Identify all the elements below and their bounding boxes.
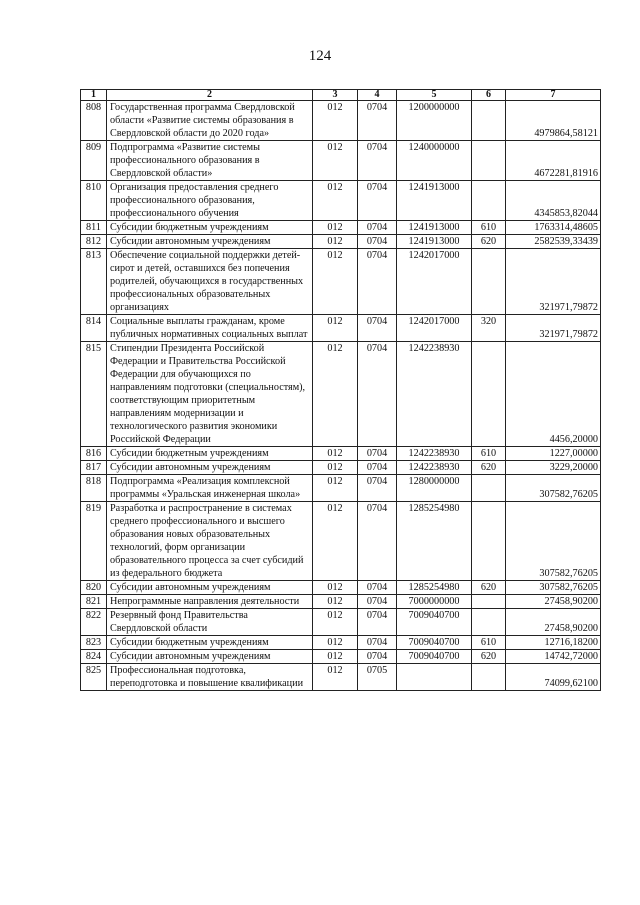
row-target-code: 1242017000: [397, 315, 472, 342]
row-section-code: 0704: [358, 595, 397, 609]
row-section-code: 0704: [358, 475, 397, 502]
row-amount: 321971,79872: [506, 315, 601, 342]
row-amount: 27458,90200: [506, 595, 601, 609]
row-amount: 74099,62100: [506, 664, 601, 691]
row-section-code: 0704: [358, 581, 397, 595]
row-admin-code: 012: [313, 609, 358, 636]
row-number: 814: [81, 315, 107, 342]
row-target-code: 1242238930: [397, 447, 472, 461]
col-header-4: 4: [358, 90, 397, 101]
row-number: 819: [81, 502, 107, 581]
row-expense-type: 610: [472, 221, 506, 235]
row-admin-code: 012: [313, 664, 358, 691]
row-name: Организация предоставления среднего профессионального образования, профессионального обучения: [107, 181, 313, 221]
row-admin-code: 012: [313, 315, 358, 342]
row-amount: 2582539,33439: [506, 235, 601, 249]
row-expense-type: [472, 609, 506, 636]
row-target-code: 1241913000: [397, 181, 472, 221]
row-target-code: 1242017000: [397, 249, 472, 315]
row-number: 810: [81, 181, 107, 221]
row-amount: 1227,00000: [506, 447, 601, 461]
row-amount: 1763314,48605: [506, 221, 601, 235]
col-header-5: 5: [397, 90, 472, 101]
row-amount: 4979864,58121: [506, 101, 601, 141]
row-name: Государственная программа Свердловской области «Развитие системы образования в Свердловской области до 2020 года»: [107, 101, 313, 141]
row-amount: 321971,79872: [506, 249, 601, 315]
row-name: Субсидии автономным учреждениям: [107, 581, 313, 595]
row-number: 816: [81, 447, 107, 461]
row-admin-code: 012: [313, 595, 358, 609]
row-number: 815: [81, 342, 107, 447]
row-number: 825: [81, 664, 107, 691]
budget-table: [80, 89, 601, 691]
row-section-code: 0704: [358, 249, 397, 315]
row-target-code: 1200000000: [397, 101, 472, 141]
row-target-code: 7009040700: [397, 650, 472, 664]
row-expense-type: 610: [472, 636, 506, 650]
row-admin-code: 012: [313, 447, 358, 461]
row-section-code: 0704: [358, 609, 397, 636]
row-section-code: 0704: [358, 650, 397, 664]
row-expense-type: [472, 181, 506, 221]
row-name: Социальные выплаты гражданам, кроме публичных нормативных социальных выплат: [107, 315, 313, 342]
row-section-code: 0704: [358, 502, 397, 581]
row-target-code: 1242238930: [397, 461, 472, 475]
row-expense-type: [472, 595, 506, 609]
row-number: 813: [81, 249, 107, 315]
row-amount: 307582,76205: [506, 502, 601, 581]
row-name: Субсидии бюджетным учреждениям: [107, 447, 313, 461]
row-expense-type: [472, 502, 506, 581]
table-row: [81, 609, 601, 636]
table-row: [81, 461, 601, 475]
row-admin-code: 012: [313, 636, 358, 650]
row-section-code: 0704: [358, 221, 397, 235]
row-section-code: 0704: [358, 342, 397, 447]
row-section-code: 0704: [358, 235, 397, 249]
row-number: 824: [81, 650, 107, 664]
row-number: 808: [81, 101, 107, 141]
table-row: [81, 141, 601, 181]
row-expense-type: 320: [472, 315, 506, 342]
row-name: Субсидии автономным учреждениям: [107, 235, 313, 249]
row-target-code: 7000000000: [397, 595, 472, 609]
row-admin-code: 012: [313, 141, 358, 181]
row-name: Обеспечение социальной поддержки детей-сирот и детей, оставшихся без попечения родителей, обучающихся в государственных профессиональных образовательных организациях: [107, 249, 313, 315]
row-admin-code: 012: [313, 221, 358, 235]
row-section-code: 0704: [358, 141, 397, 181]
row-name: Стипендии Президента Российской Федерации и Правительства Российской Федерации для обучающихся по направлениям подготовки (специальностям), соответствующим приоритетным направлениям модернизации и технологического развития экономики Российской Федерации: [107, 342, 313, 447]
row-section-code: 0704: [358, 181, 397, 221]
page-number: 124: [308, 48, 332, 64]
table-row: [81, 221, 601, 235]
row-name: Субсидии бюджетным учреждениям: [107, 636, 313, 650]
row-amount: 4672281,81916: [506, 141, 601, 181]
row-amount: 4456,20000: [506, 342, 601, 447]
row-target-code: [397, 664, 472, 691]
row-name: Субсидии автономным учреждениям: [107, 461, 313, 475]
row-expense-type: [472, 141, 506, 181]
row-expense-type: 620: [472, 650, 506, 664]
row-admin-code: 012: [313, 249, 358, 315]
row-name: Подпрограмма «Развитие системы профессионального образования в Свердловской области»: [107, 141, 313, 181]
table-row: [81, 502, 601, 581]
table-row: [81, 636, 601, 650]
row-target-code: 1242238930: [397, 342, 472, 447]
col-header-2: 2: [107, 90, 313, 101]
row-expense-type: 620: [472, 235, 506, 249]
row-expense-type: [472, 664, 506, 691]
row-target-code: 1241913000: [397, 221, 472, 235]
row-target-code: 1285254980: [397, 502, 472, 581]
row-expense-type: [472, 342, 506, 447]
row-amount: 14742,72000: [506, 650, 601, 664]
row-admin-code: 012: [313, 650, 358, 664]
row-target-code: 1285254980: [397, 581, 472, 595]
row-name: Субсидии автономным учреждениям: [107, 650, 313, 664]
table-row: [81, 595, 601, 609]
row-amount: 12716,18200: [506, 636, 601, 650]
row-expense-type: 620: [472, 581, 506, 595]
row-name: Непрограммные направления деятельности: [107, 595, 313, 609]
col-header-3: 3: [313, 90, 358, 101]
row-amount: 307582,76205: [506, 581, 601, 595]
row-section-code: 0705: [358, 664, 397, 691]
table-row: [81, 650, 601, 664]
row-section-code: 0704: [358, 636, 397, 650]
row-target-code: 7009040700: [397, 636, 472, 650]
row-section-code: 0704: [358, 101, 397, 141]
row-amount: 307582,76205: [506, 475, 601, 502]
row-expense-type: 620: [472, 461, 506, 475]
row-admin-code: 012: [313, 581, 358, 595]
table-row: [81, 342, 601, 447]
row-section-code: 0704: [358, 315, 397, 342]
row-number: 818: [81, 475, 107, 502]
row-amount: 27458,90200: [506, 609, 601, 636]
row-number: 820: [81, 581, 107, 595]
row-admin-code: 012: [313, 475, 358, 502]
row-section-code: 0704: [358, 461, 397, 475]
row-target-code: 1240000000: [397, 141, 472, 181]
table-row: [81, 235, 601, 249]
col-header-1: 1: [81, 90, 107, 101]
row-admin-code: 012: [313, 235, 358, 249]
row-admin-code: 012: [313, 101, 358, 141]
row-number: 809: [81, 141, 107, 181]
row-number: 817: [81, 461, 107, 475]
row-expense-type: 610: [472, 447, 506, 461]
table-row: [81, 249, 601, 315]
row-expense-type: [472, 101, 506, 141]
row-amount: 3229,20000: [506, 461, 601, 475]
row-admin-code: 012: [313, 502, 358, 581]
row-section-code: 0704: [358, 447, 397, 461]
table-row: [81, 447, 601, 461]
row-number: 812: [81, 235, 107, 249]
col-header-6: 6: [472, 90, 506, 101]
row-number: 822: [81, 609, 107, 636]
row-admin-code: 012: [313, 461, 358, 475]
row-amount: 4345853,82044: [506, 181, 601, 221]
table-row: [81, 315, 601, 342]
table-body: [81, 101, 601, 691]
row-expense-type: [472, 475, 506, 502]
row-name: Подпрограмма «Реализация комплексной программы «Уральская инженерная школа»: [107, 475, 313, 502]
row-target-code: 7009040700: [397, 609, 472, 636]
row-admin-code: 012: [313, 342, 358, 447]
col-header-7: 7: [506, 90, 601, 101]
row-number: 823: [81, 636, 107, 650]
row-name: Резервный фонд Правительства Свердловской области: [107, 609, 313, 636]
row-name: Разработка и распространение в системах среднего профессионального и высшего образования новых образовательных технологий, форм организации образовательного процесса за счет субсидий из федерального бюджета: [107, 502, 313, 581]
row-name: Субсидии бюджетным учреждениям: [107, 221, 313, 235]
table-row: [81, 475, 601, 502]
row-number: 821: [81, 595, 107, 609]
row-admin-code: 012: [313, 181, 358, 221]
table-row: [81, 664, 601, 691]
header-row: [81, 90, 601, 101]
row-name: Профессиональная подготовка, переподготовка и повышение квалификации: [107, 664, 313, 691]
row-number: 811: [81, 221, 107, 235]
table-row: [81, 581, 601, 595]
table-row: [81, 101, 601, 141]
table-row: [81, 181, 601, 221]
row-expense-type: [472, 249, 506, 315]
row-target-code: 1241913000: [397, 235, 472, 249]
row-target-code: 1280000000: [397, 475, 472, 502]
